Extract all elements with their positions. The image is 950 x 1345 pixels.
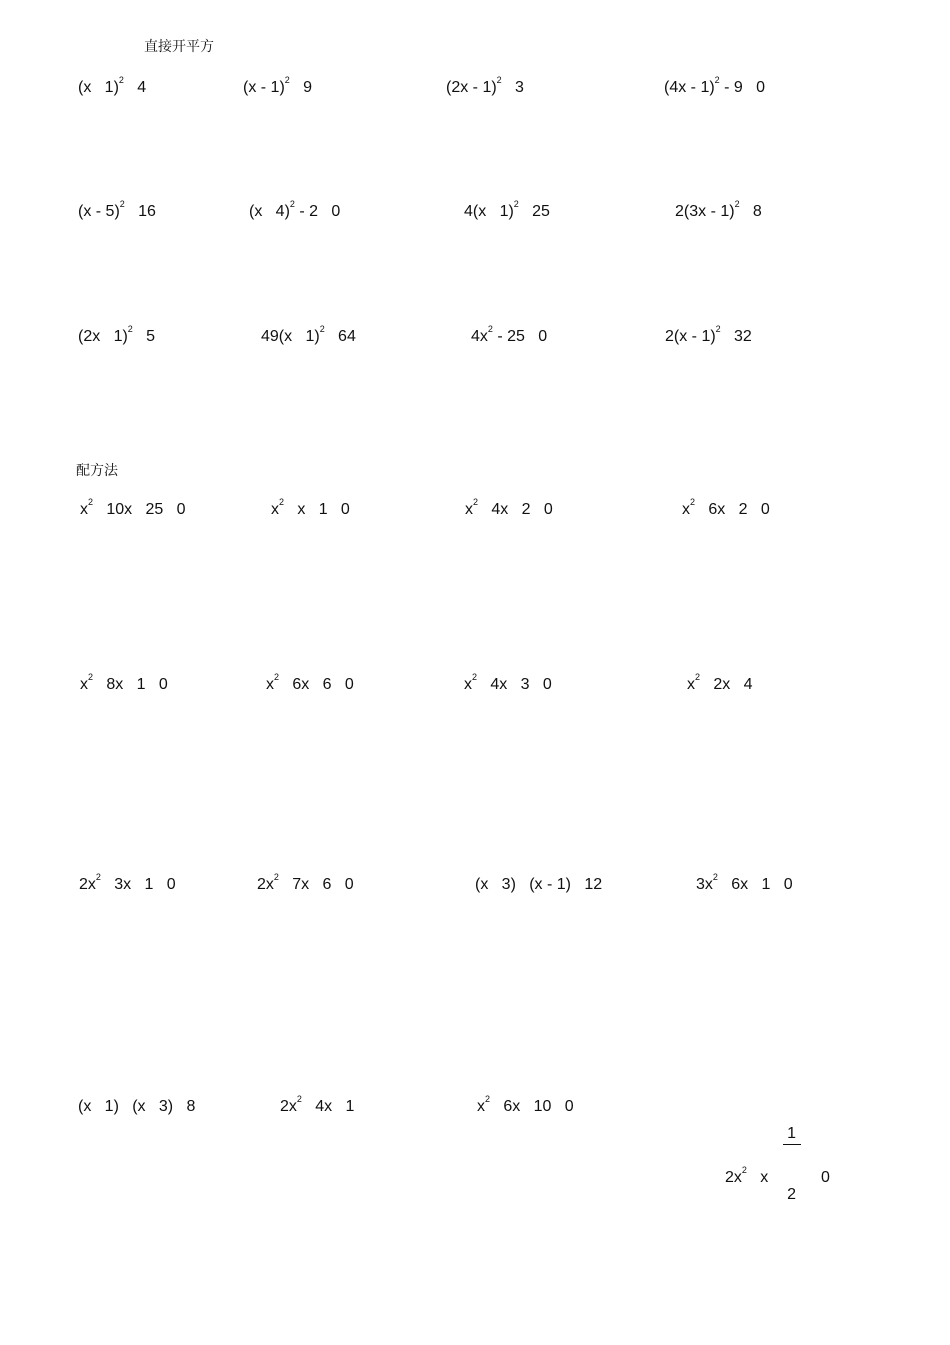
equation: 49(x 1)$^2$ 64	[261, 324, 356, 345]
equation: 2(3x - 1)$^2$ 8	[675, 199, 762, 220]
equation: $2x^2$ 7x 6 0	[257, 872, 354, 893]
equation: (2x - 1)$^2$ 3	[446, 75, 524, 96]
equation: $3x^2$ 6x 1 0	[696, 872, 793, 893]
equation: $x^2$ 8x 1 0	[80, 672, 168, 693]
fraction-numerator: 1	[783, 1124, 801, 1145]
equation: $x^2$ 6x 2 0	[682, 497, 770, 518]
fraction-equation-tail: 0	[820, 1168, 830, 1186]
equation: (x - 1)$^2$ 9	[243, 75, 313, 96]
equation: $x^2$ 2x 4	[687, 672, 753, 693]
equation: (x 4)$^2$ - 2 0	[249, 199, 341, 220]
equation: 4(x 1)$^2$ 25	[464, 199, 550, 220]
equation: $4x^2 - 25$ 0	[471, 324, 548, 345]
equation-with-fraction: 2x2 x $\frac{1}{2}$ 0	[725, 1086, 830, 1247]
equation: $2x^2$ 4x 1	[280, 1094, 355, 1115]
section-title-direct-sqrt: 直接开平方	[144, 39, 214, 55]
equation: $2x^2$ 3x 1 0	[79, 872, 176, 893]
section-title-completing-square: 配方法	[76, 463, 118, 479]
fraction-denominator: 2	[787, 1186, 797, 1203]
equation: (4x - 1)$^2$ - 9 0	[664, 75, 766, 96]
fraction	[783, 1084, 801, 1245]
equation: 2(x - 1)$^2$ 32	[665, 324, 752, 345]
equation: $x^2$ 6x 6 0	[266, 672, 354, 693]
equation: $x^2$ 10x 25 0	[80, 497, 186, 518]
equation: (x 3) (x - 1) 12	[475, 876, 603, 893]
equation: $x^2$ 4x 2 0	[465, 497, 553, 518]
equation: $x^2$ x 1 0	[271, 497, 350, 518]
equation: (x 1) (x 3) 8	[78, 1098, 196, 1115]
equation: (2x 1)$^2$ 5	[78, 324, 156, 345]
equation: $x^2$ 4x 3 0	[464, 672, 552, 693]
equation: (x 1)$^2$ 4	[78, 75, 147, 96]
equation: $x^2$ 6x 10 0	[477, 1094, 574, 1115]
equation: (x - 5)$^2$ 16	[78, 199, 156, 220]
